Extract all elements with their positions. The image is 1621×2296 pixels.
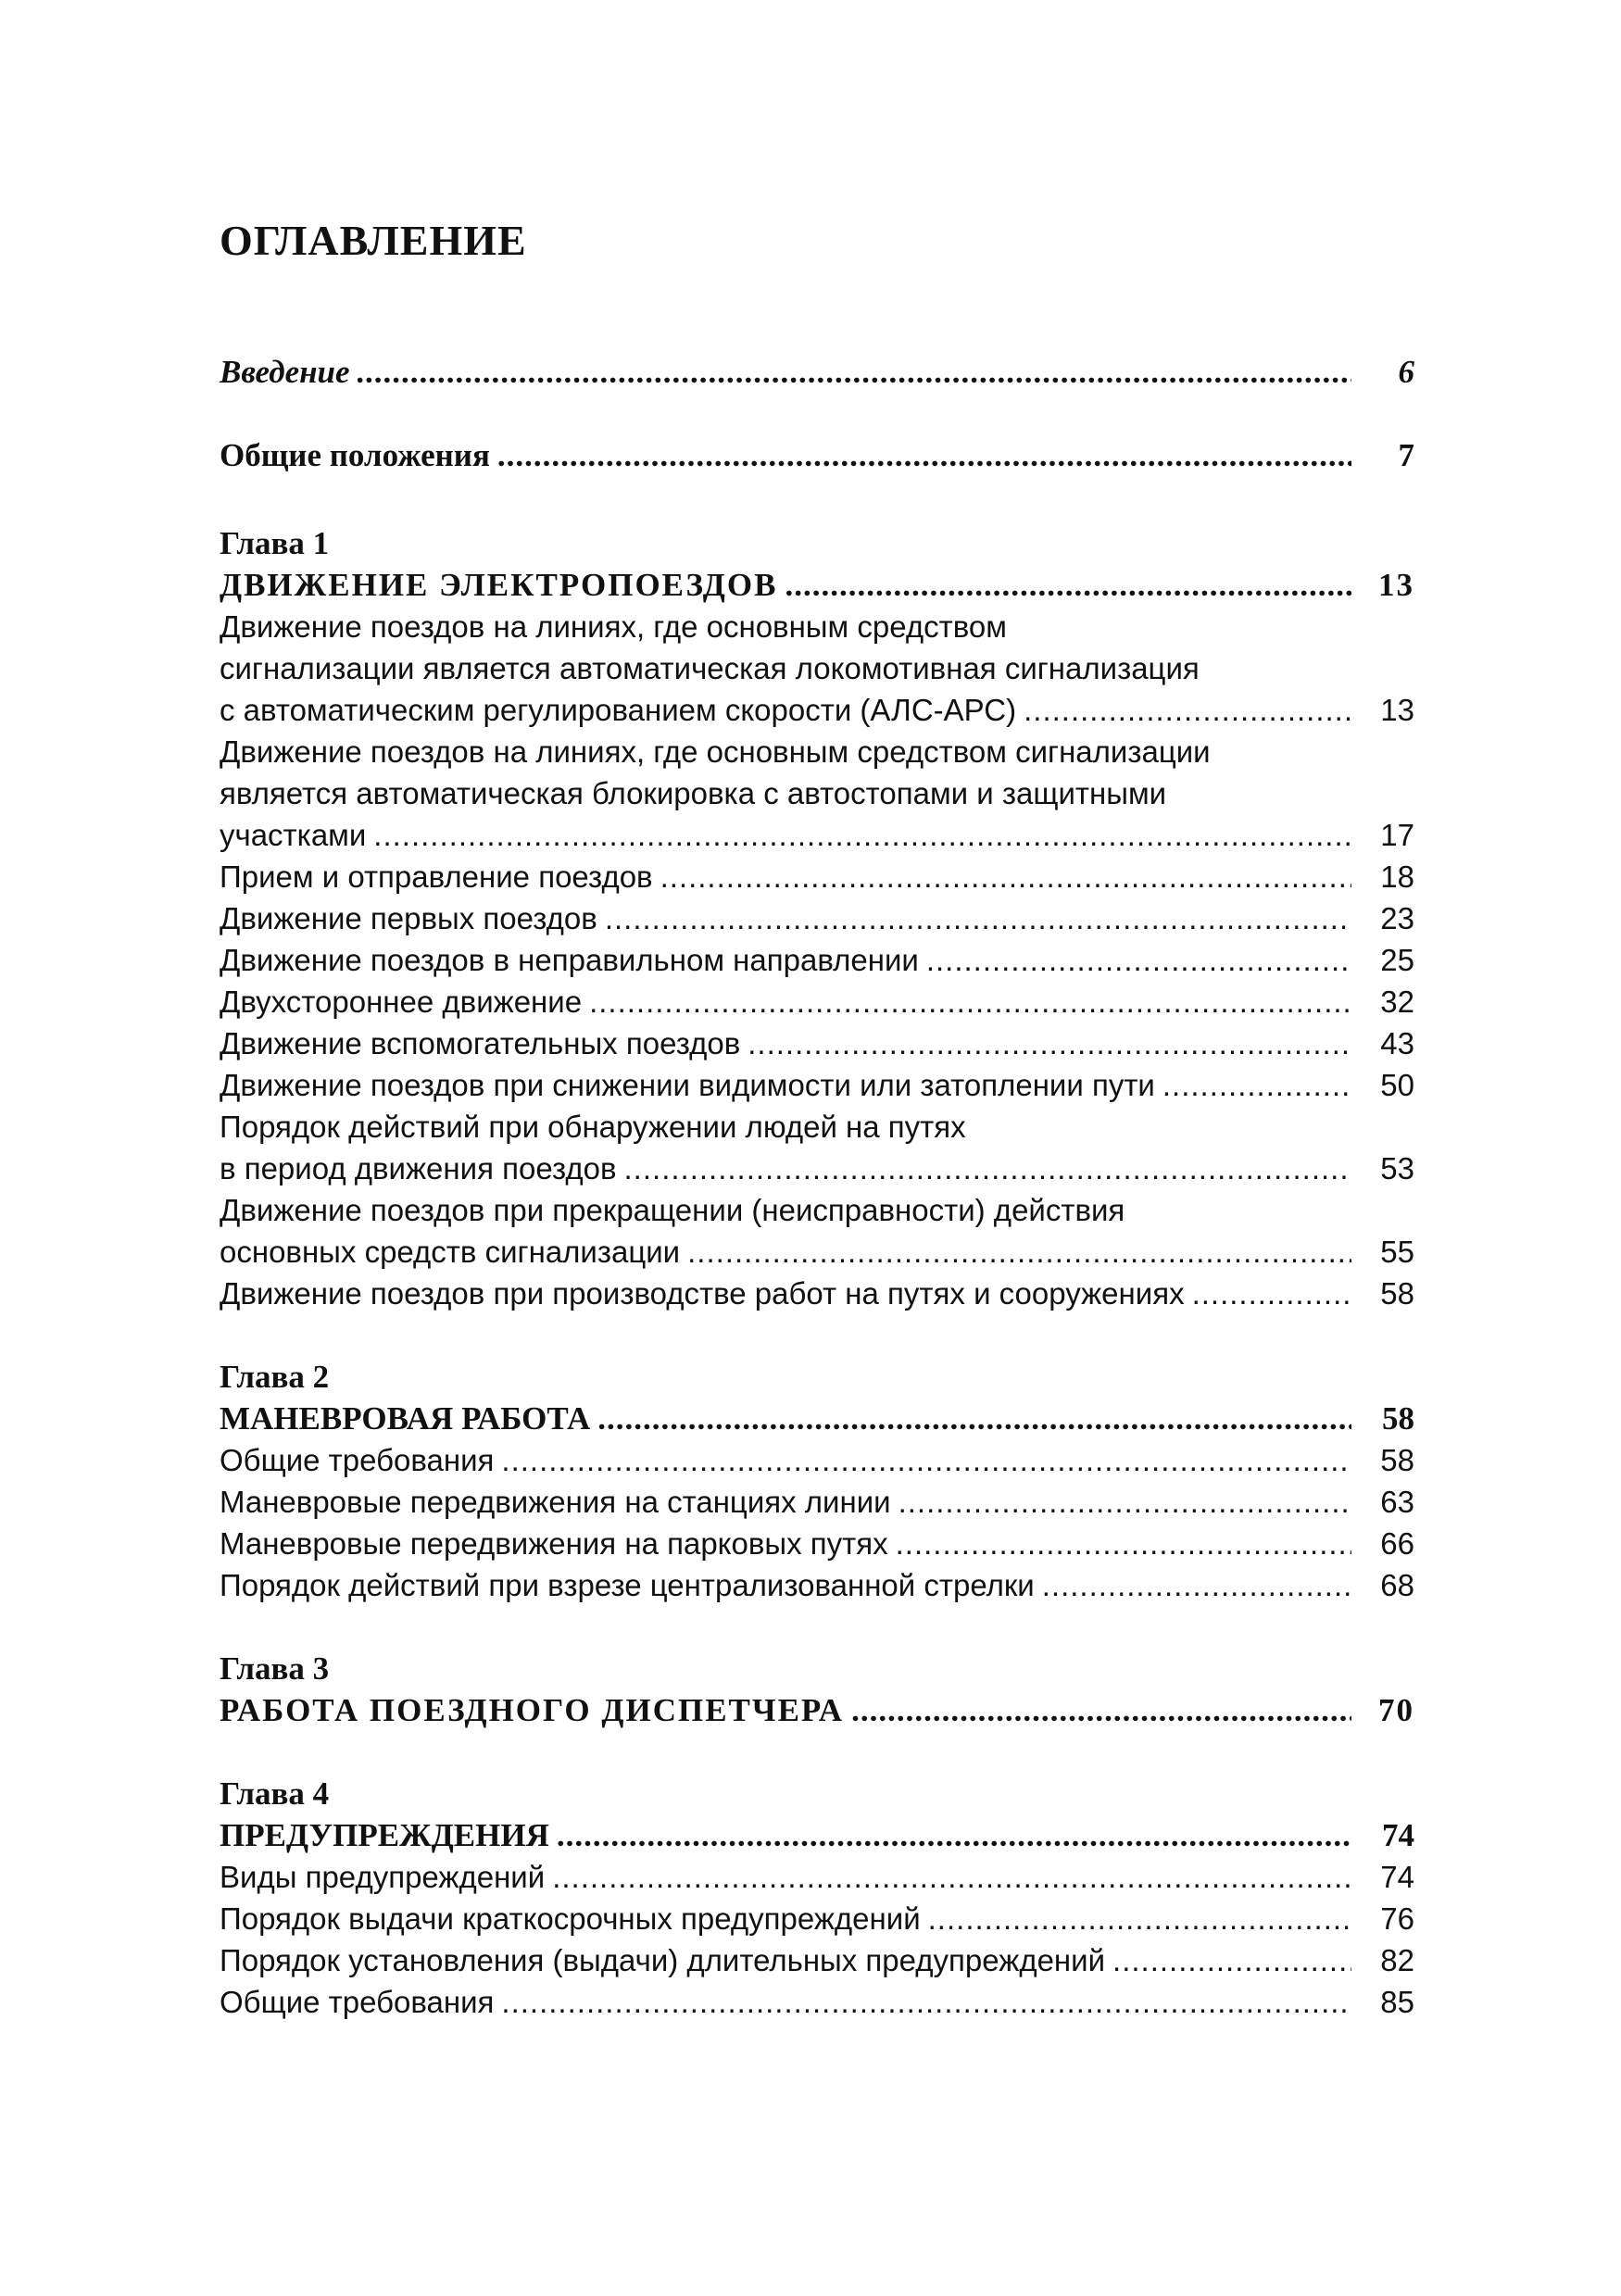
chapter-title: ДВИЖЕНИЕ ЭЛЕКТРОПОЕЗДОВ: [220, 567, 778, 603]
dot-leader: [1162, 1065, 1351, 1106]
toc-page-number: 68: [1380, 1568, 1414, 1602]
toc-entry-line: Движение поездов на линиях, где основным средством сигнализации: [220, 734, 1211, 769]
toc-entry-title: Виды предупреждений: [220, 1860, 546, 1894]
toc-entry-title: Прием и отправление поездов: [220, 859, 653, 894]
toc-page-number: 13: [1378, 567, 1414, 603]
toc-entry: [220, 982, 1414, 1023]
chapter-title: ПРЕДУПРЕЖДЕНИЯ: [220, 1817, 549, 1853]
dot-leader: [1112, 1940, 1351, 1981]
toc-entry-title: Движение поездов при снижении видимости или затоплении пути: [220, 1068, 1155, 1102]
dot-leader: [501, 1440, 1351, 1481]
toc-page-number: 43: [1380, 1026, 1414, 1060]
toc-page-number: 55: [1380, 1235, 1414, 1269]
dot-leader: [785, 565, 1351, 606]
toc-entry: [220, 1982, 1414, 2023]
chapter-1-label: Глава 1: [220, 525, 330, 561]
toc-entry: [220, 1440, 1414, 1481]
toc-entry: [220, 1899, 1414, 1939]
toc-entry-title: Движение вспомогательных поездов: [220, 1026, 741, 1060]
toc-heading: ОГЛАВЛЕНИЕ: [220, 217, 527, 264]
dot-leader: [898, 1482, 1351, 1523]
dot-leader: [1042, 1565, 1351, 1606]
dot-leader: [1024, 690, 1351, 731]
toc-entry-title: с автоматическим регулированием скорости (АЛС-АРС): [220, 693, 1017, 727]
dot-leader: [497, 435, 1351, 476]
dot-leader: [501, 1982, 1351, 2023]
toc-page-number: 32: [1380, 985, 1414, 1019]
toc-page-number: 70: [1378, 1692, 1414, 1728]
toc-entry-line: Порядок действий при обнаружении людей на путях: [220, 1110, 966, 1144]
toc-entry: [220, 1565, 1414, 1606]
toc-entry: [220, 1482, 1414, 1523]
dot-leader: [589, 982, 1351, 1023]
dot-leader: [605, 898, 1351, 939]
toc-page-number: 58: [1380, 1276, 1414, 1311]
toc-page-number: 74: [1382, 1817, 1414, 1853]
toc-entry: [220, 898, 1414, 939]
dot-leader: [597, 1399, 1351, 1439]
chapter-1-title-entry: [220, 565, 1414, 606]
toc-entry: [220, 1023, 1414, 1064]
toc-page-number: 74: [1380, 1860, 1414, 1894]
toc-page-number: 50: [1380, 1068, 1414, 1102]
dot-leader: [928, 1899, 1351, 1939]
toc-page: [220, 0, 1414, 2296]
dot-leader: [373, 815, 1351, 856]
toc-entry-title: Порядок выдачи краткосрочных предупреждений: [220, 1901, 921, 1936]
toc-entry: [220, 1232, 1414, 1273]
toc-entry: [220, 940, 1414, 981]
toc-entry-title: Маневровые передвижения на станциях линии: [220, 1485, 891, 1519]
toc-entry-title: Маневровые передвижения на парковых путях: [220, 1526, 888, 1561]
dot-leader: [552, 1857, 1351, 1898]
toc-page-number: 18: [1380, 859, 1414, 894]
toc-page-number: 76: [1380, 1901, 1414, 1936]
dot-leader: [660, 857, 1351, 897]
dot-leader: [687, 1232, 1351, 1273]
chapter-4-title-entry: [220, 1815, 1414, 1856]
toc-page-number: 53: [1380, 1151, 1414, 1186]
toc-page-number: 25: [1380, 943, 1414, 977]
toc-page-number: 58: [1380, 1443, 1414, 1477]
toc-page-number: 17: [1380, 818, 1414, 852]
chapter-title: РАБОТА ПОЕЗДНОГО ДИСПЕТЧЕРА: [220, 1692, 845, 1728]
dot-leader: [748, 1023, 1351, 1064]
toc-entry: [220, 1857, 1414, 1898]
chapter-2-label: Глава 2: [220, 1359, 330, 1395]
toc-page-number: 58: [1382, 1400, 1414, 1437]
chapter-3-label: Глава 3: [220, 1650, 330, 1687]
chapter-title: МАНЕВРОВАЯ РАБОТА: [220, 1400, 591, 1437]
toc-entry-title: Общие положения: [220, 437, 490, 473]
dot-leader: [624, 1148, 1351, 1189]
toc-entry: [220, 815, 1414, 856]
toc-entry-title: Движение поездов при производстве работ на путях и сооружениях: [220, 1276, 1185, 1311]
toc-entry: [220, 1940, 1414, 1981]
dot-leader: [926, 940, 1351, 981]
toc-entry-general: [220, 435, 1414, 476]
toc-entry-title: Введение: [220, 354, 350, 390]
toc-page-number: 63: [1380, 1485, 1414, 1519]
toc-entry-title: основных средств сигнализации: [220, 1235, 681, 1269]
toc-entry: [220, 857, 1414, 897]
toc-page-number: 6: [1398, 354, 1414, 390]
toc-entry-line: является автоматическая блокировка с автостопами и защитными: [220, 776, 1167, 810]
toc-entry-title: Общие требования: [220, 1443, 495, 1477]
dot-leader: [851, 1690, 1351, 1731]
dot-leader: [358, 352, 1351, 393]
toc-entry-title: Двухстороннее движение: [220, 985, 583, 1019]
toc-entry: [220, 1065, 1414, 1106]
toc-entry-title: Общие требования: [220, 1985, 495, 2019]
toc-entry-line: Движение поездов при прекращении (неисправности) действия: [220, 1193, 1125, 1227]
dot-leader: [557, 1815, 1351, 1856]
toc-entry: [220, 1524, 1414, 1564]
toc-entry-intro: [220, 352, 1414, 393]
toc-entry: [220, 1148, 1414, 1189]
toc-entry-title: в период движения поездов: [220, 1151, 617, 1186]
toc-page-number: 66: [1380, 1526, 1414, 1561]
toc-entry-title: Движение первых поездов: [220, 901, 597, 935]
dot-leader: [1192, 1273, 1351, 1314]
toc-entry-title: участками: [220, 818, 367, 852]
toc-entry-line: Движение поездов на линиях, где основным средством: [220, 609, 1007, 644]
toc-entry-title: Движение поездов в неправильном направлении: [220, 943, 919, 977]
toc-entry-title: Порядок установления (выдачи) длительных предупреждений: [220, 1943, 1106, 1977]
toc-entry: [220, 1273, 1414, 1314]
dot-leader: [896, 1524, 1351, 1564]
toc-page-number: 7: [1398, 437, 1414, 473]
chapter-2-title-entry: [220, 1399, 1414, 1439]
toc-entry-title: Порядок действий при взрезе централизованной стрелки: [220, 1568, 1035, 1602]
toc-page-number: 13: [1380, 693, 1414, 727]
toc-entry-line: сигнализации является автоматическая локомотивная сигнализация: [220, 651, 1200, 685]
toc-page-number: 85: [1380, 1985, 1414, 2019]
toc-page-number: 82: [1380, 1943, 1414, 1977]
toc-page-number: 23: [1380, 901, 1414, 935]
toc-entry: [220, 690, 1414, 731]
chapter-4-label: Глава 4: [220, 1775, 330, 1812]
chapter-3-title-entry: [220, 1690, 1414, 1731]
